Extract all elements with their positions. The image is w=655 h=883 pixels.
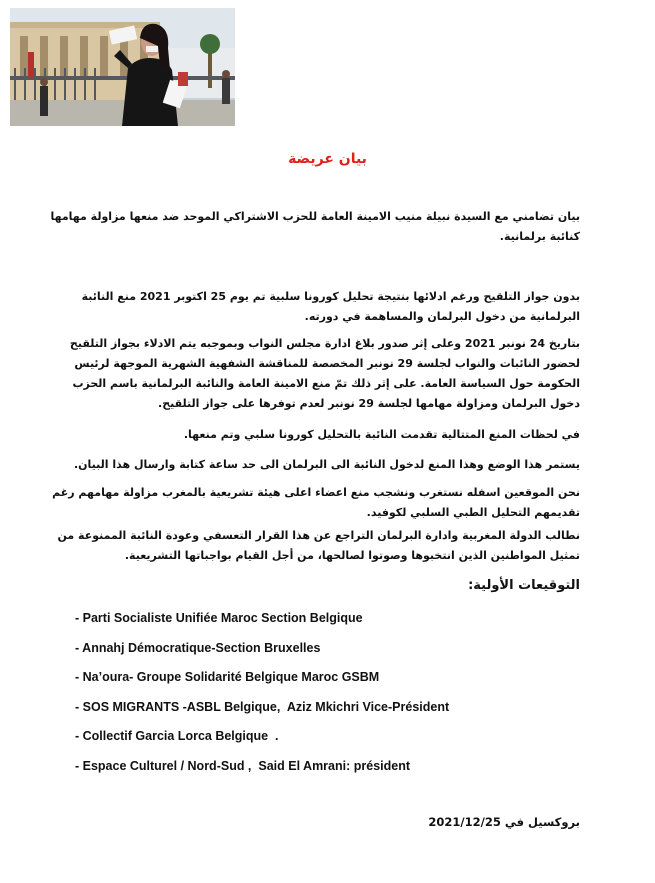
paragraph-4 — [65, 455, 580, 475]
text-line: لحضور النائبات والنواب لجلسة 29 نونبر المخصصة للمناقشة الشفهية الشهرية الموجهة لرئيس — [74, 357, 580, 370]
date-and-place: بروكسيل في 2021/12/25 — [428, 815, 580, 829]
signatory-item: - Annahj Démocratique-Section Bruxelles — [75, 640, 321, 655]
signatory-item: - Espace Culturel / Nord-Sud , Said El Amrani: président — [75, 758, 411, 773]
paragraph-5 — [52, 483, 580, 523]
text-line: نحن الموقعين اسفله نستغرب ونشجب منع اعضاء اعلى هيئة تشريعية بالمغرب مزاولة مهامهم رغم — [52, 486, 580, 499]
header-photo — [10, 8, 235, 126]
signatory-item: - Parti Socialiste Unifiée Maroc Section Belgique — [75, 611, 363, 625]
text-line: بتاريخ 24 نونبر 2021 وعلى إثر صدور بلاغ ادارة مجلس النواب وبموجبه يتم الادلاء بجواز التلقيح — [69, 337, 580, 350]
text-line: كنائبة برلمانية. — [499, 230, 580, 243]
document-title: بيان عريضة — [288, 151, 367, 167]
paragraph-1 — [65, 287, 580, 327]
text-line: تقديمهم التحليل الطبي السلبي لكوفيد. — [366, 506, 580, 519]
text-line: البرلمانية من دخول البرلمان والمساهمة في دورته. — [304, 310, 580, 323]
text-line: تمثيل المواطنين الذين انتخبوها وصوتوا لصالحها، من أجل القيام بواجباتها التشريعية. — [124, 549, 580, 562]
text-line: بدون جواز التلقيح ورغم ادلائها بنتيجة تحليل كورونا سلبية تم يوم 25 اكتوبر 2021 منع النائبة — [81, 290, 580, 303]
signatures-heading: التوقيعات الأولية: — [468, 578, 580, 593]
signatory-item: - Na’oura- Groupe Solidarité Belgique Maroc GSBM — [75, 670, 380, 684]
intro-paragraph — [50, 207, 580, 247]
text-line: نطالب الدولة المغربية وادارة البرلمان التراجع عن هذا القرار التعسفي وعودة النائبة الممنوعة من — [57, 529, 580, 542]
text-line: دخول البرلمان ومزاولة مهامها لجلسة 29 نونبر لعدم توفرها على جواز التلقيح. — [158, 397, 580, 410]
text-line: يستمر هذا الوضع وهذا المنع لدخول النائبة الى البرلمان الى حد ساعة كتابة وارسال هذا البيان. — [73, 458, 580, 471]
text-line: الحكومة حول السياسة العامة. على إثر ذلك تمّ منع الامينة العامة والنائبة البرلمانية باسم الحزب — [72, 377, 580, 390]
text-line: بيان تضامني مع السيدة نبيلة منيب الامينة العامة للحزب الاشتراكي الموحد ضد منعها مزاولة مهامها — [50, 210, 580, 223]
signatory-item: - Collectif Garcia Lorca Belgique . — [75, 729, 279, 743]
paragraph-3 — [65, 425, 580, 445]
signatories-list — [75, 607, 449, 784]
paragraph-6 — [57, 526, 580, 566]
signatory-item: - SOS MIGRANTS -ASBL Belgique, Aziz Mkichri Vice-Président — [75, 699, 450, 714]
text-line: في لحظات المنع المتتالية تقدمت النائبة بالتحليل كورونا سلبي وتم منعها. — [183, 428, 580, 441]
paragraph-2 — [65, 334, 580, 414]
